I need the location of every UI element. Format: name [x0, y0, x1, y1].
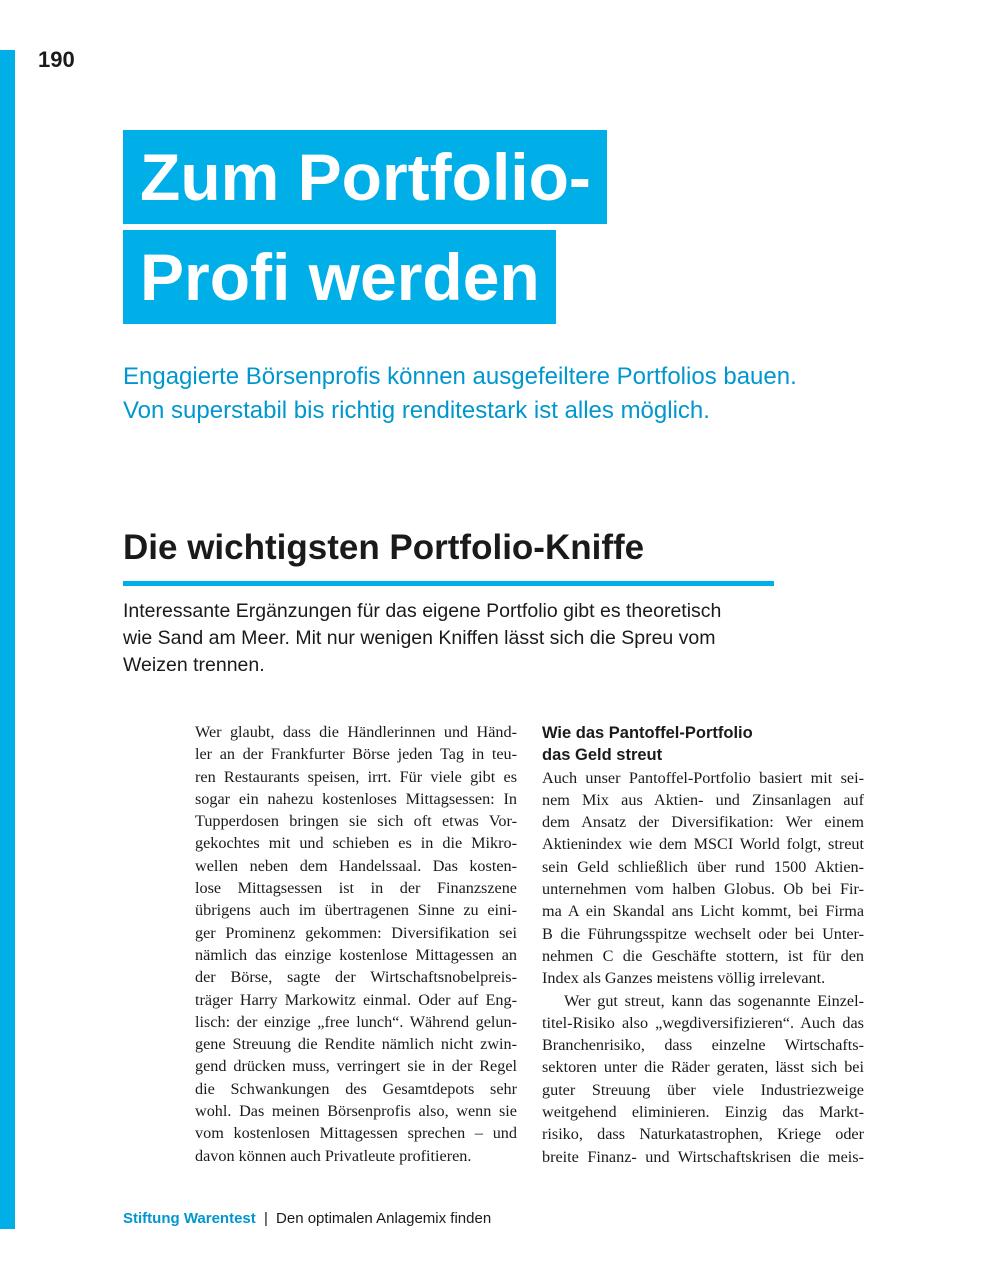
body-line: Branchenrisiko, dass einzelne Wirtschafts- [542, 1036, 864, 1055]
body-line: vom kostenlosen Mittagessen sprechen – und [195, 1124, 517, 1143]
page-footer [123, 1210, 491, 1227]
section-heading: Die wichtigsten Portfolio-Kniffe [123, 528, 645, 567]
body-line: übrigens auch im übertragenen Sinne zu eini- [195, 901, 517, 920]
section-rule [123, 581, 774, 586]
subheading-line: Wie das Pantoffel-Portfolio [542, 724, 753, 742]
body-line: Tupperdosen bringen sie sich oft etwas Vor- [195, 812, 517, 831]
body-line: Auch unser Pantoffel-Portfolio basiert mit sei- [542, 768, 864, 787]
lead-text [123, 360, 903, 428]
section-intro [123, 598, 783, 679]
body-line: risiko, dass Naturkatastrophen, Kriege oder [542, 1125, 864, 1144]
body-line: B die Führungsspitze wechselt oder bei Unter- [542, 924, 864, 943]
body-line: davon können auch Privatleute profitieren. [195, 1146, 472, 1165]
body-line: die Schwankungen des Gesamtdepots sehr [195, 1079, 517, 1098]
body-line: träger Harry Markowitz einmal. Oder auf Eng- [195, 990, 517, 1009]
body-line: ren Restaurants speisen, irrt. Für viele gibt es [195, 767, 517, 786]
body-line: gekochtes mit und schieben es in die Mikro- [195, 834, 517, 853]
page-edge-bar [0, 50, 15, 1229]
body-line: weitgehend eliminieren. Einzig das Markt- [542, 1103, 864, 1122]
body-line: sektoren unter die Räder geraten, lässt sich bei [542, 1058, 864, 1077]
body-line: Wer gut streut, kann das sogenannte Einzel- [564, 991, 864, 1010]
body-line: dem Ansatz der Diversifikation: Wer einem [542, 813, 864, 832]
subheading-line: das Geld streut [542, 746, 663, 765]
body-line: unternehmen vom halben Globus. Ob bei Fir- [542, 880, 864, 899]
footer-separator: | [263, 1210, 268, 1227]
intro-line: Weizen trennen. [123, 654, 265, 676]
intro-line: Interessante Ergänzungen für das eigene Portfolio gibt es theoretisch [123, 600, 722, 622]
body-line: sogar ein nahezu kostenloses Mittagsessen: In [195, 789, 517, 808]
body-line: titel-Risiko also „wegdiversifizieren“. Auch das [542, 1013, 864, 1032]
body-line: Aktienindex wie dem MSCI World folgt, streut [542, 835, 864, 854]
body-line: wohl. Das meinen Börsenprofis also, wenn sie [195, 1102, 517, 1121]
body-line: lisch: der einzige „free lunch“. Während gelun- [195, 1012, 517, 1031]
body-line: ler an der Frankfurter Börse jeden Tag in teu- [195, 745, 517, 764]
body-line: ma A ein Skandal ans Licht kommt, bei Firma [542, 902, 864, 921]
body-line: nem Mix aus Aktien- und Zinsanlagen auf [542, 790, 864, 809]
intro-line: wie Sand am Meer. Mit nur wenigen Kniffen lässt sich die Spreu vom [123, 627, 716, 649]
body-line: wellen neben dem Handelssaal. Das kosten- [195, 856, 517, 875]
title-line-2: Profi werden [123, 230, 556, 324]
body-line: lose Mittagsessen ist in der Finanzszene [195, 879, 517, 898]
body-line: ger Prominenz gekommen: Diversifikation sei [195, 923, 517, 942]
lead-line: Von superstabil bis richtig renditestark ist alles möglich. [123, 397, 710, 424]
body-line: sein Geld schließlich über rund 1500 Aktien- [542, 857, 864, 876]
body-line: Index als Ganzes meistens völlig irrelevant. [542, 969, 826, 988]
page-number: 190 [38, 47, 75, 72]
footer-book-title: Den optimalen Anlagemix finden [276, 1210, 492, 1227]
lead-line: Engagierte Börsenprofis können ausgefeiltere Portfolios bauen. [123, 363, 797, 390]
body-line: Wer glaubt, dass die Händlerinnen und Händ- [195, 723, 517, 741]
subheading [542, 722, 864, 767]
body-line: guter Streuung über viele Industriezweige [542, 1080, 864, 1099]
body-line: nämlich das einzige kostenlose Mittagessen an [195, 945, 517, 964]
title-line-1: Zum Portfolio- [123, 130, 607, 224]
left-column [195, 721, 517, 1167]
footer-publisher: Stiftung Warentest [123, 1210, 256, 1227]
right-column [542, 721, 864, 1168]
body-line: der Börse, sagte der Wirtschaftsnobelpreis- [195, 968, 517, 987]
body-line: gend drücken muss, verringert sie in der Regel [195, 1057, 517, 1076]
body-line: breite Finanz- und Wirtschaftskrisen die meis- [542, 1147, 864, 1166]
body-line: nehmen C die Geschäfte stottern, ist für den [542, 946, 864, 965]
body-line: gene Streuung die Rendite nämlich nicht zwin- [195, 1035, 517, 1054]
